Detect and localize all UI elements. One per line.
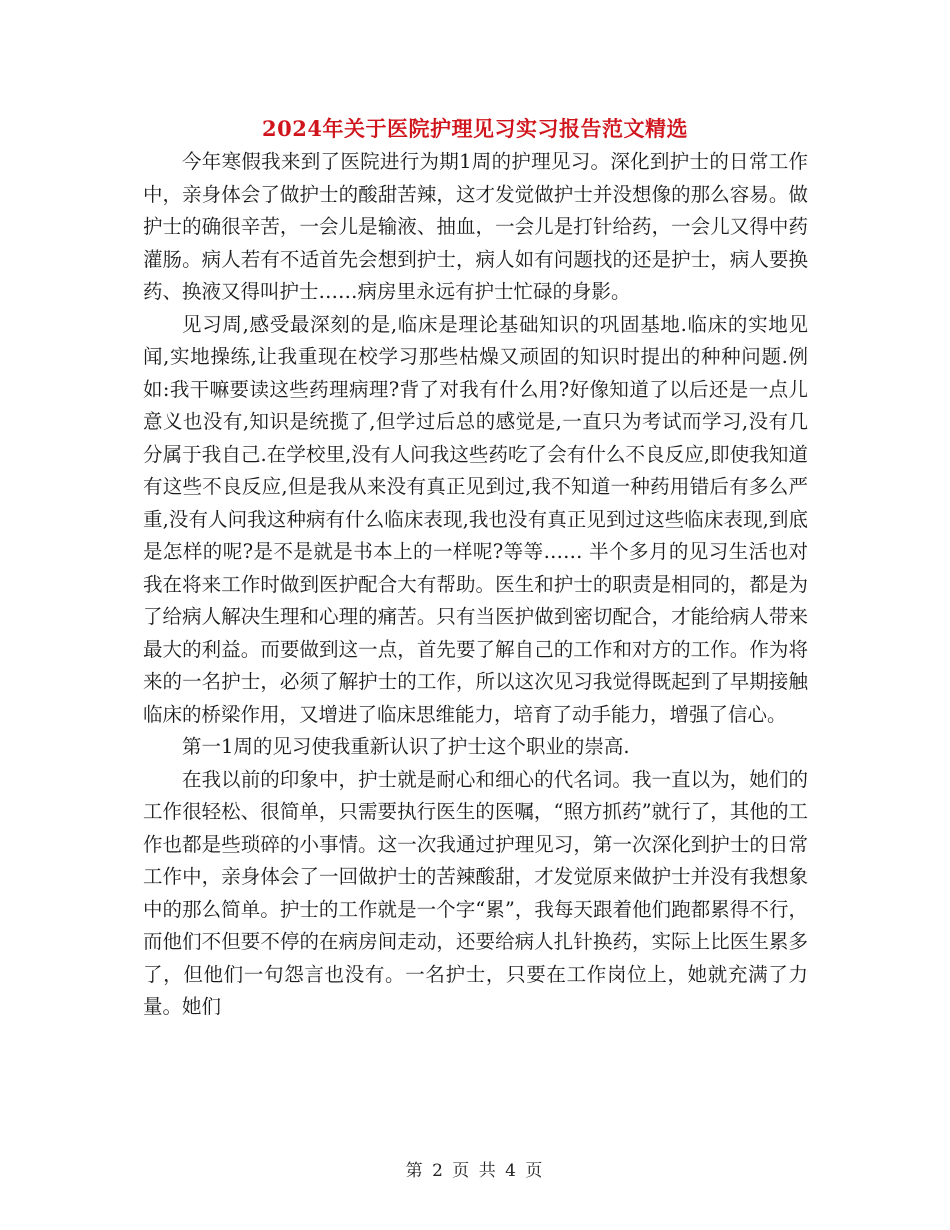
paragraph-2: 见习周,感受最深刻的是,临床是理论基础知识的巩固基地.临床的实地见闻,实地操练,让我重现在校学习那些枯燥又顽固的知识时提出的种种问题.例如:我干嘛要读这些药理病理?背了对我有什么用?好像知道了以后还是一点儿意义也没有,知识是统揽了,但学过后总的感觉是,一直只为考试而学习,没有几分属于我自己.在学校里,没有人问我这些药吃了会有什么不良反应,即使我知道有这些不良反应,但是我从来没有真正见到过,我不知道一种药用错后有多么严重,没有人问我这种病有什么临床表现,我也没有真正见到过这些临床表现,到底是怎样的呢?是不是就是书本上的一样呢?等等…… 半个多月的见习生活也对我在将来工作时做到医护配合大有帮助。医生和护士的职责是相同的，都是为了给病人解决生理和心理的痛苦。只有当医护做到密切配合，才能给病人带来最大的利益。而要做到这一点，首先要了解自己的工作和对方的工作。作为将来的一名护士，必须了解护士的工作，所以这次见习我觉得既起到了早期接触临床的桥梁作用，又增进了临床思维能力，培育了动手能力，增强了信心。 [143, 312, 808, 726]
page-number-footer: 第 2 页 共 4 页 [405, 1161, 545, 1181]
paragraph-3: 第一1周的见习使我重新认识了护士这个职业的崇高. [182, 735, 630, 758]
paragraph-1: 今年寒假我来到了医院进行为期1周的护理见习。深化到护士的日常工作中，亲身体会了做护士的酸甜苦辣，这才发觉做护士并没想像的那么容易。做护士的确很辛苦，一会儿是输液、抽血，一会儿是打针给药，一会儿又得中药灌肠。病人若有不适首先会想到护士，病人如有问题找的还是护士，病人要换药、换液又得叫护士……病房里永远有护士忙碌的身影。 [143, 150, 808, 303]
document-body [143, 146, 808, 1024]
paragraph-4: 在我以前的印象中，护士就是耐心和细心的代名词。我一直以为，她们的工作很轻松、很简单，只需要执行医生的医嘱，“照方抓药”就行了，其他的工作也都是些琐碎的小事情。这一次我通过护理见习，第一次深化到护士的日常工作中，亲身体会了一回做护士的苦辣酸甜，才发觉原来做护士并没有我想象中的那么简单。护士的工作就是一个字“累”，我每天跟着他们跑都累得不行，而他们不但要不停的在病房间走动，还要给病人扎针换药，实际上比医生累多了，但他们一句怨言也没有。一名护士，只要在工作岗位上，她就充满了力量。她们 [143, 767, 808, 1018]
document-title: 2024年关于医院护理见习实习报告范文精选 [262, 116, 688, 141]
